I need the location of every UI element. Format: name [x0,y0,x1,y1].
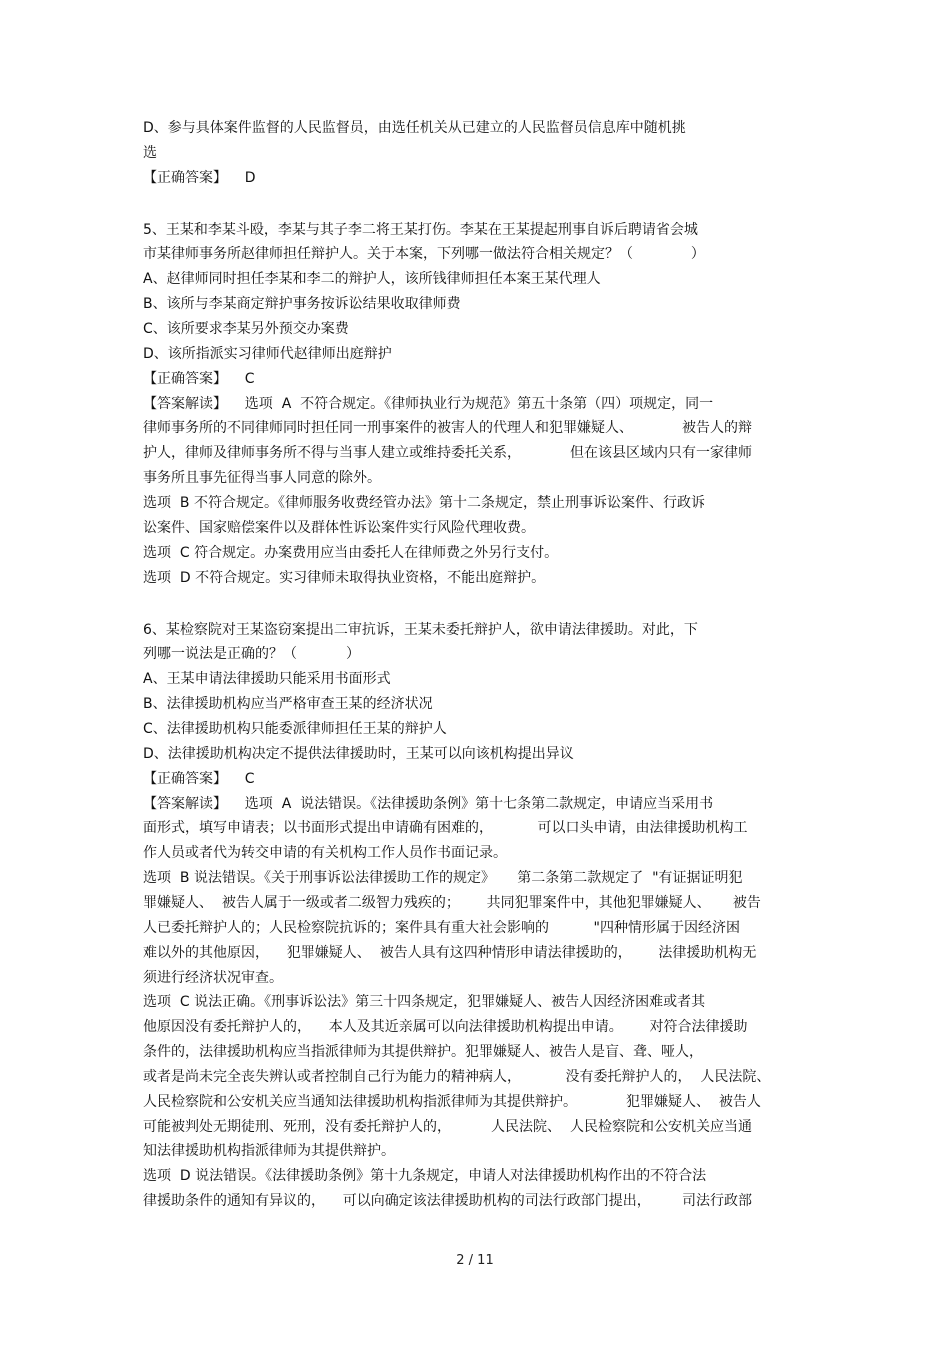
text-line: 选项 C 说法正确。《刑事诉讼法》第三十四条规定，犯罪嫌疑人、被告人因经济困难或者其 [143,994,706,1010]
text-line: 面形式，填写申请表；以书面形式提出申请确有困难的， 可以口头申请，由法律援助机构工 [143,820,748,836]
text-line: 选项 D 不符合规定。实习律师未取得执业资格，不能出庭辩护。 [143,570,546,586]
text-line: 他原因没有委托辩护人的， 本人及其近亲属可以向法律援助机构提出申请。 对符合法律援助 [143,1019,748,1035]
text-line: 【答案解读】 选项 A 说法错误。《法律援助条例》第十七条第二款规定，申请应当采用书 [143,796,714,812]
text-line: 律援助条件的通知有异议的， 可以向确定该法律援助机构的司法行政部门提出， 司法行政部 [143,1193,752,1209]
text-line: 须进行经济状况审查。 [143,970,283,986]
text-line: D、参与具体案件监督的人民监督员，由选任机关从已建立的人民监督员信息库中随机挑 [143,120,686,136]
text-line: 选 [143,145,157,161]
text-line: 选项 D 说法错误。《法律援助条例》第十九条规定，申请人对法律援助机构作出的不符合法 [143,1168,707,1184]
text-line: C、该所要求李某另外预交办案费 [143,321,349,337]
text-line: 选项 B 说法错误。《关于刑事诉讼法律援助工作的规定》 第二条第二款规定了 "有证据证明犯 [143,870,743,886]
text-line: 或者是尚未完全丧失辨认或者控制自己行为能力的精神病人， 没有委托辩护人的， 人民法院、 [143,1069,771,1085]
text-line: 列哪一说法是正确的？（ ） [143,646,360,662]
text-line: C、法律援助机构只能委派律师担任王某的辩护人 [143,721,447,737]
text-line: 【正确答案】 C [143,771,255,787]
text-line: 难以外的其他原因， 犯罪嫌疑人、 被告人具有这四种情形申请法律援助的， 法律援助机构无 [143,945,757,961]
text-line: 可能被判处无期徒刑、死刑，没有委托辩护人的， 人民法院、 人民检察院和公安机关应当通 [143,1119,752,1135]
text-line: 讼案件、国家赔偿案件以及群体性诉讼案件实行风险代理收费。 [143,520,535,536]
text-line: 5、王某和李某斗殴，李某与其子李二将王某打伤。李某在王某提起刑事自诉后聘请省会城 [143,222,698,238]
text-line: 事务所且事先征得当事人同意的除外。 [143,470,381,486]
text-line: 【正确答案】 C [143,371,255,387]
text-line: 选项 C 符合规定。办案费用应当由委托人在律师费之外另行支付。 [143,545,559,561]
text-line: 护人，律师及律师事务所不得与当事人建立或维持委托关系， 但在该县区域内只有一家律师 [143,445,752,461]
text-line: 人民检察院和公安机关应当通知法律援助机构指派律师为其提供辩护。 犯罪嫌疑人、 被告人 [143,1094,761,1110]
text-line: 选项 B 不符合规定。《律师服务收费经管办法》第十二条规定，禁止刑事诉讼案件、行政诉 [143,495,705,511]
text-line: B、法律援助机构应当严格审查王某的经济状况 [143,696,433,712]
text-line: 知法律援助机构指派律师为其提供辩护。 [143,1143,395,1159]
text-line: D、该所指派实习律师代赵律师出庭辩护 [143,346,392,362]
text-line: B、该所与李某商定辩护事务按诉讼结果收取律师费 [143,296,461,312]
text-line: D、法律援助机构决定不提供法律援助时，王某可以向该机构提出异议 [143,746,574,762]
text-line: 罪嫌疑人、 被告人属于一级或者二级智力残疾的； 共同犯罪案件中，其他犯罪嫌疑人、 被告 [143,895,761,911]
page-number: 2 / 11 [456,1253,494,1268]
text-line: 市某律师事务所赵律师担任辩护人。关于本案，下列哪一做法符合相关规定？（ ） [143,246,705,262]
text-line: 律师事务所的不同律师同时担任同一刑事案件的被害人的代理人和犯罪嫌疑人、 被告人的辩 [143,420,752,436]
text-line: 【正确答案】 D [143,170,256,186]
text-line: A、王某申请法律援助只能采用书面形式 [143,671,391,687]
text-line: A、赵律师同时担任李某和李二的辩护人，该所钱律师担任本案王某代理人 [143,271,601,287]
text-line: 6、某检察院对王某盗窃案提出二审抗诉，王某未委托辩护人，欲申请法律援助。对此，下 [143,622,698,638]
text-line: 作人员或者代为转交申请的有关机构工作人员作书面记录。 [143,845,507,861]
text-line: 条件的，法律援助机构应当指派律师为其提供辩护。犯罪嫌疑人、被告人是盲、聋、哑人， [143,1044,703,1060]
text-line: 【答案解读】 选项 A 不符合规定。《律师执业行为规范》第五十条第（四）项规定，同一 [143,396,714,412]
text-line: 人已委托辩护人的；人民检察院抗诉的；案件具有重大社会影响的 "四种情形属于因经济困 [143,920,740,936]
